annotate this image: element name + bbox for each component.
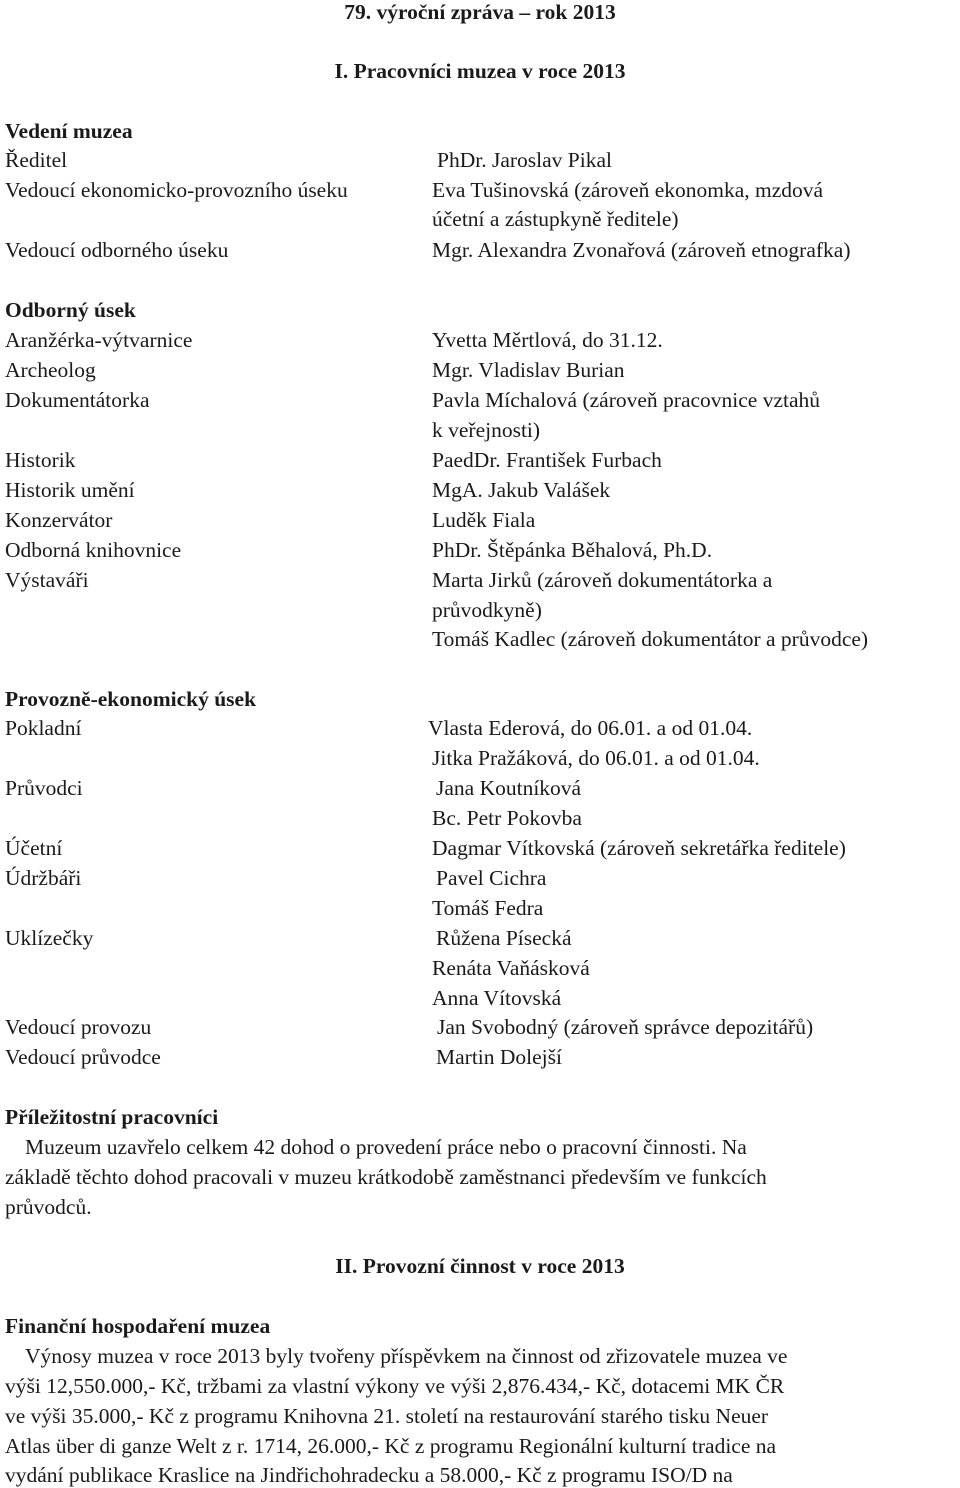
staff-name: Tomáš Kadlec (zároveň dokumentátor a průvodce) xyxy=(432,627,869,651)
staff-name: Růžena Písecká xyxy=(436,926,572,950)
paragraph-line: Muzeum uzavřelo celkem 42 dohod o provedení práce nebo o pracovní činnosti. Na xyxy=(25,1135,747,1159)
staff-name: Marta Jirků (zároveň dokumentátorka a xyxy=(432,568,773,592)
role-label: Pokladní xyxy=(5,716,82,740)
staff-name: účetní a zástupkyně ředitele) xyxy=(432,207,679,231)
paragraph-line: výši 12,550.000,- Kč, tržbami za vlastní výkony ve výši 2,876.434,- Kč, dotacemi MK ČR xyxy=(5,1374,785,1398)
role-label: Ředitel xyxy=(5,148,68,172)
role-label: Uklízečky xyxy=(5,926,94,950)
staff-name: Pavel Cichra xyxy=(436,866,547,890)
staff-name: Vlasta Ederová, do 06.01. a od 01.04. xyxy=(428,716,753,740)
staff-name: Tomáš Fedra xyxy=(432,896,544,920)
staff-name: PhDr. Jaroslav Pikal xyxy=(437,148,612,172)
role-label: Konzervátor xyxy=(5,508,113,532)
staff-name: Martin Dolejší xyxy=(436,1045,562,1069)
paragraph-line: ve výši 35.000,- Kč z programu Knihovna 21. století na restaurování starého tisku Neuer xyxy=(5,1404,769,1428)
role-label: Vedoucí odborného úseku xyxy=(5,238,229,262)
role-label: Výstaváři xyxy=(5,568,89,592)
role-label: Vedoucí ekonomicko-provozního úseku xyxy=(5,178,348,202)
staff-name: Anna Vítovská xyxy=(432,986,562,1010)
staff-name: PaedDr. František Furbach xyxy=(432,448,662,472)
financni-heading: Finanční hospodaření muzea xyxy=(5,1314,271,1338)
staff-name: k veřejnosti) xyxy=(432,418,541,442)
staff-name: MgA. Jakub Valášek xyxy=(432,478,611,502)
role-label: Odborná knihovnice xyxy=(5,538,182,562)
staff-name: Renáta Vaňásková xyxy=(432,956,590,980)
role-label: Historik xyxy=(5,448,76,472)
staff-name: Luděk Fiala xyxy=(432,508,536,532)
vedeni-heading: Vedení muzea xyxy=(5,119,133,143)
staff-name: Yvetta Měrtlová, do 31.12. xyxy=(432,328,663,352)
role-label: Aranžérka-výtvarnice xyxy=(5,328,193,352)
role-label: Vedoucí průvodce xyxy=(5,1045,161,1069)
role-label: Vedoucí provozu xyxy=(5,1015,152,1039)
role-label: Účetní xyxy=(5,836,63,860)
paragraph-line: průvodců. xyxy=(5,1195,92,1219)
section-heading-provozni: II. Provozní činnost v roce 2013 xyxy=(335,1254,625,1278)
staff-name: průvodkyně) xyxy=(432,598,542,622)
staff-name: Jitka Pražáková, do 06.01. a od 01.04. xyxy=(432,746,760,770)
section-heading-pracovnici: I. Pracovníci muzea v roce 2013 xyxy=(334,59,626,83)
staff-name: Bc. Petr Pokovba xyxy=(432,806,582,830)
staff-name: Mgr. Alexandra Zvonařová (zároveň etnografka) xyxy=(432,238,851,262)
role-label: Historik umění xyxy=(5,478,135,502)
paragraph-line: základě těchto dohod pracovali v muzeu krátkodobě zaměstnanci především ve funkcích xyxy=(5,1165,767,1189)
role-label: Dokumentátorka xyxy=(5,388,150,412)
staff-name: Dagmar Vítkovská (zároveň sekretářka ředitele) xyxy=(432,836,846,860)
role-label: Údržbáři xyxy=(5,866,82,890)
provozne-heading: Provozně-ekonomický úsek xyxy=(5,687,257,711)
staff-name: Eva Tušinovská (zároveň ekonomka, mzdová xyxy=(432,178,824,202)
paragraph-line: Atlas über di ganze Welt z r. 1714, 26.000,- Kč z programu Regionální kulturní tradice na xyxy=(5,1434,777,1458)
report-title: 79. výroční zpráva – rok 2013 xyxy=(344,0,616,24)
staff-name: Jana Koutníková xyxy=(436,776,582,800)
paragraph-line: vydání publikace Kraslice na Jindřichohradecku a 58.000,- Kč z programu ISO/D na xyxy=(5,1463,733,1487)
staff-name: PhDr. Štěpánka Běhalová, Ph.D. xyxy=(432,538,713,562)
staff-name: Jan Svobodný (zároveň správce depozitářů) xyxy=(437,1015,814,1039)
role-label: Průvodci xyxy=(5,776,83,800)
prilezitostni-heading: Příležitostní pracovníci xyxy=(5,1105,219,1129)
staff-name: Pavla Míchalová (zároveň pracovnice vztahů xyxy=(432,388,821,412)
staff-name: Mgr. Vladislav Burian xyxy=(432,358,625,382)
odborny-heading: Odborný úsek xyxy=(5,298,136,322)
paragraph-line: Výnosy muzea v roce 2013 byly tvořeny příspěvkem na činnost od zřizovatele muzea ve xyxy=(25,1344,788,1368)
role-label: Archeolog xyxy=(5,358,96,382)
